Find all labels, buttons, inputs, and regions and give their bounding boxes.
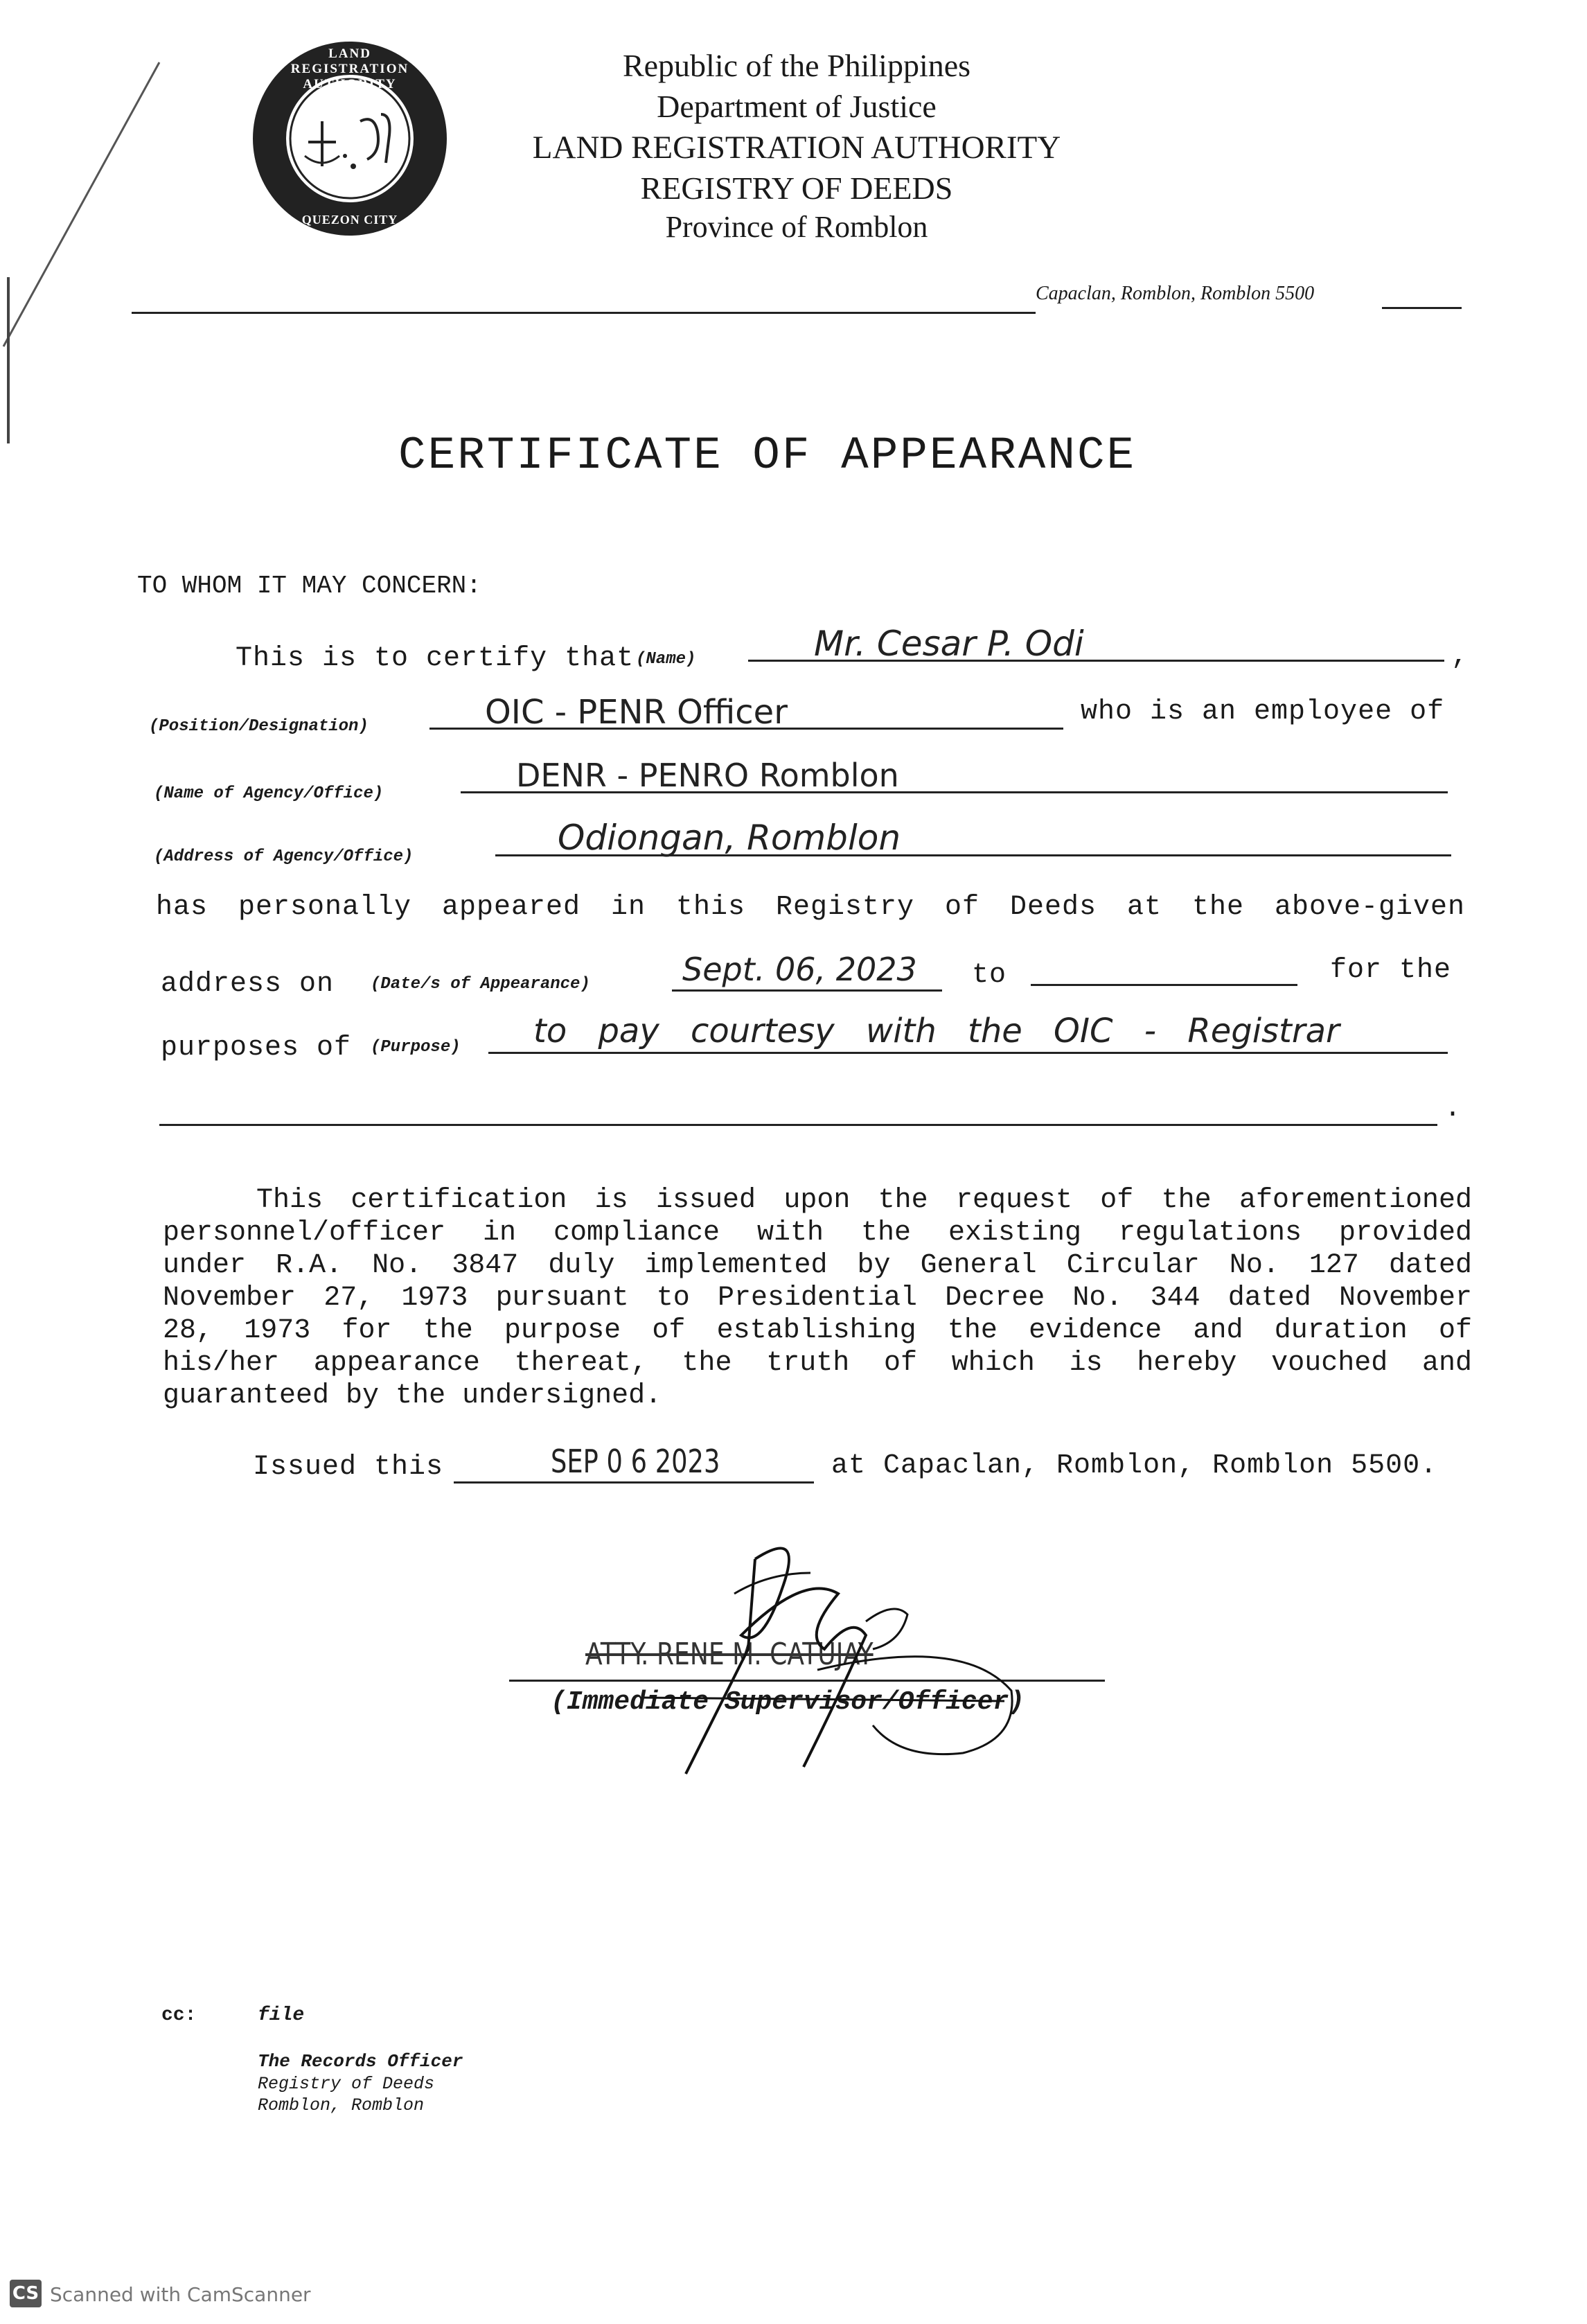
seal-bottom-text: QUEZON CITY (301, 213, 398, 227)
header-line-5: Province of Romblon (665, 210, 928, 244)
seal-top-text: LAND REGISTRATION AUTHORITY (290, 46, 409, 91)
signature-scribble (575, 1531, 1060, 1781)
address-value: Odiongan, Romblon (558, 818, 901, 858)
certificate-title: CERTIFICATE OF APPEARANCE (398, 430, 1137, 482)
header-rule-right (1382, 307, 1462, 309)
purposes-of-text: purposes of (161, 1032, 352, 1064)
position-value: OIC - PENR Officer (485, 693, 788, 732)
agency-value: DENR - PENRO Romblon (516, 757, 899, 794)
signatory-title: (Immediate Supervisor/Officer) (551, 1687, 1025, 1717)
paragraph-line-3: under R.A. No. 3847 duly implemented by General Circular No. 127 dated (163, 1250, 1472, 1281)
date-to-line (1031, 984, 1297, 986)
date-label: (Date/s of Appearance) (371, 975, 590, 994)
cc-item-records-officer: The Records Officer (258, 2051, 463, 2072)
date-from-line (672, 989, 942, 992)
header-line-4: REGISTRY OF DEEDS (640, 170, 953, 206)
purpose-label: (Purpose) (371, 1038, 461, 1057)
position-label: (Position/Designation) (149, 717, 369, 736)
purpose-line-2 (159, 1124, 1437, 1126)
camscanner-badge (10, 2280, 42, 2307)
name-label: (Name) (636, 650, 696, 669)
header-line-1: Republic of the Philippines (622, 48, 971, 83)
header-rule-left (132, 312, 1036, 314)
camscanner-text: Scanned with CamScanner (50, 2283, 311, 2306)
cc-item-romblon: Romblon, Romblon (258, 2095, 425, 2115)
certify-prefix: This is to certify that (236, 643, 635, 674)
header-line-3: LAND REGISTRATION AUTHORITY (532, 130, 1061, 166)
paragraph-line-7: guaranteed by the undersigned. (163, 1380, 662, 1411)
paragraph-line-6: his/her appearance thereat, the truth of which is hereby vouched and (163, 1348, 1472, 1379)
issued-stamp-date: SEP 0 6 2023 (551, 1443, 720, 1480)
name-comma: , (1451, 641, 1469, 672)
cc-item-file: file (258, 2005, 305, 2026)
purpose-value: to pay courtesy with the OIC - Registrar (533, 1012, 1340, 1050)
employee-of-text: who is an employee of (1081, 696, 1445, 728)
header-address: Capaclan, Romblon, Romblon 5500 (1036, 283, 1315, 304)
name-value: Mr. Cesar P. Odi (814, 624, 1084, 664)
to-word: to (972, 960, 1007, 991)
issued-suffix: at Capaclan, Romblon, Romblon 5500. (831, 1450, 1438, 1481)
paragraph-line-1: This certification is issued upon the request of the aforementioned (256, 1185, 1472, 1216)
appeared-line: has personally appeared in this Registry of Deeds at the above-given (156, 892, 1465, 923)
cc-item-registry: Registry of Deeds (258, 2074, 435, 2094)
agency-label: (Name of Agency/Office) (154, 784, 384, 803)
camscanner-badge-text: CS (12, 2283, 39, 2304)
paragraph-line-4: November 27, 1973 pursuant to Presidential Decree No. 344 dated November (163, 1283, 1472, 1314)
signatory-name: ATTY. RENE M. CATUJAY (585, 1637, 874, 1672)
paragraph-line-2: personnel/officer in compliance with the existing regulations provided (163, 1217, 1472, 1249)
issued-date-line (454, 1481, 814, 1484)
purpose-period: . (1444, 1093, 1462, 1125)
purpose-line (488, 1052, 1448, 1054)
header-line-2: Department of Justice (657, 89, 937, 124)
date-value: Sept. 06, 2023 (682, 951, 917, 988)
scan-edge (0, 0, 166, 485)
for-the-text: for the (1330, 955, 1452, 986)
issued-prefix: Issued this (253, 1452, 444, 1483)
address-label: (Address of Agency/Office) (154, 847, 414, 866)
address-on-text: address on (161, 969, 335, 1000)
paragraph-line-5: 28, 1973 for the purpose of establishing the evidence and duration of (163, 1315, 1472, 1346)
salutation: TO WHOM IT MAY CONCERN: (137, 572, 481, 600)
cc-label: cc: (161, 2005, 197, 2026)
